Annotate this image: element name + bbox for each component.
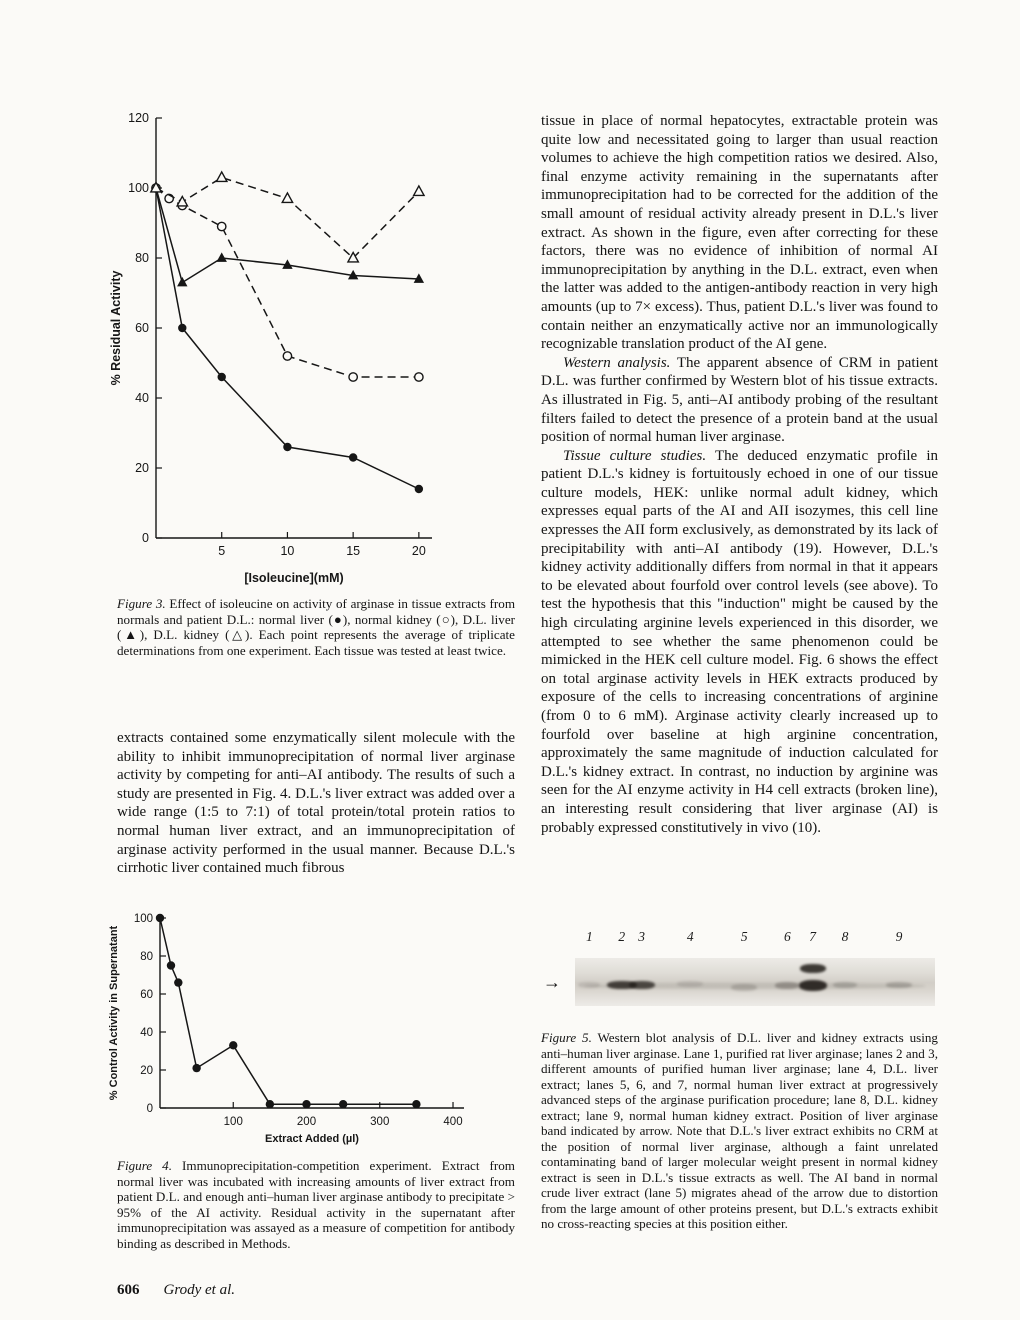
- series-line: [160, 918, 416, 1104]
- data-point-marker: [218, 373, 226, 381]
- page-footer: [117, 1282, 235, 1299]
- y-tick-label: 40: [135, 391, 149, 405]
- body-paragraph: [541, 447, 938, 837]
- figure3-caption-text: Effect of isoleucine on activity of arginase in tissue extracts from normals and patient D.L.: normal liver (●), normal kidney (○), D.L. liver (▲), D.L. kidney (△). Each point represents the average of triplicate determinations from one experiment. Each tissue was tested at least twice.: [117, 596, 516, 658]
- data-point-marker: [349, 453, 357, 461]
- figure4-caption-lead: Figure 4.: [117, 1158, 172, 1173]
- page-number: 606: [117, 1282, 140, 1298]
- x-tick-label: 100: [223, 1116, 243, 1128]
- y-axis-title: % Residual Activity: [109, 270, 123, 386]
- y-tick-label: 80: [135, 251, 149, 265]
- lane-number: 3: [638, 929, 645, 944]
- data-point-marker: [218, 222, 226, 230]
- paragraph-text: The apparent absence of CRM in patient D.L. was further confirmed by Western blot of his tissue extracts. As illustrated in Fig. 5, anti–AI antibody probing of the resultant filters failed to detect the presence of a protein band at the usual position of normal human liver arginase.: [541, 354, 938, 446]
- series-line: [156, 188, 419, 377]
- x-axis-title: [Isoleucine](mM): [244, 571, 344, 585]
- lane-number: 1: [586, 929, 593, 944]
- right-column-body: [541, 112, 938, 837]
- blot-image: [575, 958, 935, 1006]
- y-tick-label: 60: [140, 989, 153, 1001]
- y-axis-title: % Control Activity in Supernatant: [108, 925, 120, 1101]
- figure4-chart-svg: [104, 906, 484, 1152]
- blot-band: [578, 982, 600, 988]
- data-point-marker: [302, 1100, 310, 1108]
- data-point-marker: [412, 1100, 420, 1108]
- data-point-marker: [192, 1064, 200, 1072]
- x-tick-label: 20: [411, 544, 426, 558]
- data-point-marker: [178, 324, 186, 332]
- left-column-body: [117, 729, 515, 878]
- lane-number: 5: [740, 929, 748, 944]
- body-paragraph: extracts contained some enzymatically silent molecule with the ability to inhibit immunoprecipitation of normal liver arginase activity by competing for anti–AI antibody. The results of such a study are presented in Fig. 4. D.L.'s liver extract was added over a wide range (1:5 to 7:1) of total protein/total protein ratios to normal human liver extract, and an immunoprecipitation of arginase activity performed in the usual manner. Because D.L.'s cirrhotic liver contained much fibrous: [117, 730, 515, 877]
- lane-number: 4: [686, 929, 694, 944]
- figure4-caption-text: Immunoprecipitation-competition experiment. Extract from normal liver was incubated with increasing amounts of liver extract from patient D.L. and enough anti–human liver arginase antibody to precipitate > 95% of the AI activity. Residual activity in the supernatant after immunoprecipitation was assayed as a measure of competition for antibody binding as described in Methods.: [117, 1158, 515, 1251]
- x-tick-label: 200: [296, 1116, 317, 1128]
- body-paragraph: [541, 354, 938, 447]
- figure3-chart-svg: [106, 104, 458, 586]
- running-authors: Grody et al.: [163, 1282, 236, 1298]
- blot-band: [677, 981, 703, 987]
- data-point-marker: [217, 172, 227, 182]
- y-tick-label: 0: [142, 531, 149, 545]
- data-point-marker: [349, 373, 357, 381]
- y-tick-label: 20: [140, 1065, 153, 1077]
- x-tick-label: 15: [346, 544, 361, 558]
- lane-number: 6: [784, 929, 791, 944]
- figure4-caption: [117, 1158, 515, 1251]
- body-paragraph: tissue in place of normal hepatocytes, extractable protein was quite low and necessitated going to larger than usual reaction volumes to achieve the high competition ratios we desired. Also, final enzyme activity remaining in the supernatants after immunoprecipitation had to be corrected for the addition of the small amount of residual activity already present in D.L.'s liver extract. As shown in the figure, even after correcting for these factors, there was no evidence of inhibition of normal AI immunoprecipitation by anything in the D.L. extract, even when the latter was added to the antigen-antibody reaction in very high amounts (up to 7× excess). Thus, patient D.L.'s liver was found to contain neither an enzymatically active nor an immunologically recognizable translation product of the AI gene.: [541, 113, 938, 353]
- figure5-caption: [541, 1030, 938, 1232]
- y-tick-label: 100: [128, 181, 149, 195]
- data-point-marker: [266, 1100, 274, 1108]
- band-arrow-icon: →: [543, 972, 561, 992]
- data-point-marker: [283, 352, 291, 360]
- y-tick-label: 100: [133, 913, 153, 925]
- data-point-marker: [339, 1100, 347, 1108]
- data-point-marker: [415, 373, 423, 381]
- y-tick-label: 60: [135, 321, 149, 335]
- lane-number: 8: [841, 929, 849, 944]
- data-point-marker: [217, 252, 227, 262]
- x-tick-label: 5: [218, 544, 226, 558]
- y-tick-label: 0: [146, 1103, 153, 1115]
- lane-number: 2: [618, 929, 626, 944]
- data-point-marker: [414, 186, 424, 196]
- blot-lane-numbers: [575, 929, 935, 947]
- x-tick-label: 300: [370, 1116, 390, 1128]
- y-tick-label: 40: [140, 1027, 153, 1039]
- data-point-marker: [229, 1041, 237, 1049]
- figure4-chart: [104, 906, 484, 1157]
- y-tick-label: 120: [128, 111, 149, 125]
- y-tick-label: 80: [140, 951, 153, 963]
- lane-number: 7: [809, 929, 816, 944]
- data-point-marker: [174, 978, 182, 986]
- figure3-caption: [117, 596, 515, 658]
- series-line: [156, 178, 419, 259]
- data-point-marker: [415, 485, 423, 493]
- figure5-caption-lead: Figure 5.: [541, 1030, 592, 1045]
- blot-band: [799, 980, 827, 991]
- x-axis-title: Extract Added (µl): [265, 1133, 359, 1145]
- data-point-marker: [167, 961, 175, 969]
- figure3-chart: [106, 104, 458, 591]
- paragraph-lead: Tissue culture studies.: [563, 447, 707, 464]
- blot-band: [886, 982, 912, 988]
- x-tick-label: 400: [443, 1116, 463, 1128]
- blot-band: [775, 982, 799, 989]
- data-point-marker: [283, 443, 291, 451]
- figure5-caption-text: Western blot analysis of D.L. liver and kidney extracts using anti–human liver arginase. Lane 1, purified rat liver arginase; lanes 2 and 3, different amounts of purified human liver arginase; lane 4, D.L. liver extract; lanes 5, 6, and 7, normal human liver extract at progressively advanced steps of the arginase purification procedure; lane 8, D.L. kidney extract; lane 9, normal human kidney extract. Position of liver arginase band indicated by arrow. Note that D.L.'s liver extract exhibits no CRM at the position of normal liver arginase, although a faint unrelated contaminating band of larger molecular weight present in normal kidney extract is seen in D.L.'s tissue extracts as well. The AI band in normal crude liver extract (lane 5) migrates ahead of the arrow due to distortion from the large amount of other proteins present, but D.L.'s extracts exhibit no cross-reacting species at this position either.: [541, 1030, 938, 1231]
- blot-band: [731, 984, 757, 991]
- y-tick-label: 20: [135, 461, 149, 475]
- data-point-marker: [156, 914, 164, 922]
- blot-band: [629, 981, 655, 989]
- paragraph-lead: Western analysis.: [563, 354, 671, 371]
- lane-number: 9: [895, 929, 903, 944]
- figure3-caption-lead: Figure 3.: [117, 596, 166, 611]
- blot-band: [800, 964, 826, 973]
- x-tick-label: 10: [280, 544, 295, 558]
- blot-band: [833, 982, 857, 988]
- data-point-marker: [177, 196, 187, 206]
- paragraph-text: The deduced enzymatic profile in patient D.L.'s kidney is fortuitously echoed in one of our tissue culture models, HEK: unlike normal adult kidney, which expresses equal parts of the AI and AII isozymes, this cell line expresses the AII form exclusively, as demonstrated by its lack of precipitability with anti–AI antibody (19). However, D.L.'s kidney activity additionally differs from normal in that it appears to be elevated about fourfold over control levels (see above). To test the hypothesis that this "induction" might be caused by the high circulating arginine levels experienced in this disorder, we attempted to see whether the same phenomenon could be mimicked in the HEK cell culture model. Fig. 6 shows the effect on total arginase activity levels in HEK extracts produced by exposure of the cells to increasing concentrations of arginine (from 0 to 6 mM). Arginase activity clearly increased up to fourfold over baseline at high arginine concentration, approximately the same magnitude of induction calculated for D.L.'s kidney extract. In contrast, no induction by arginine was seen for the AI enzyme activity in H4 cell extracts (broken line), an interesting result considering that liver arginase (AI) is probably expressed constitutively in vivo (10).: [541, 447, 938, 836]
- data-point-marker: [177, 277, 187, 287]
- data-point-marker: [282, 193, 292, 203]
- figure5-western-blot: [541, 925, 938, 1025]
